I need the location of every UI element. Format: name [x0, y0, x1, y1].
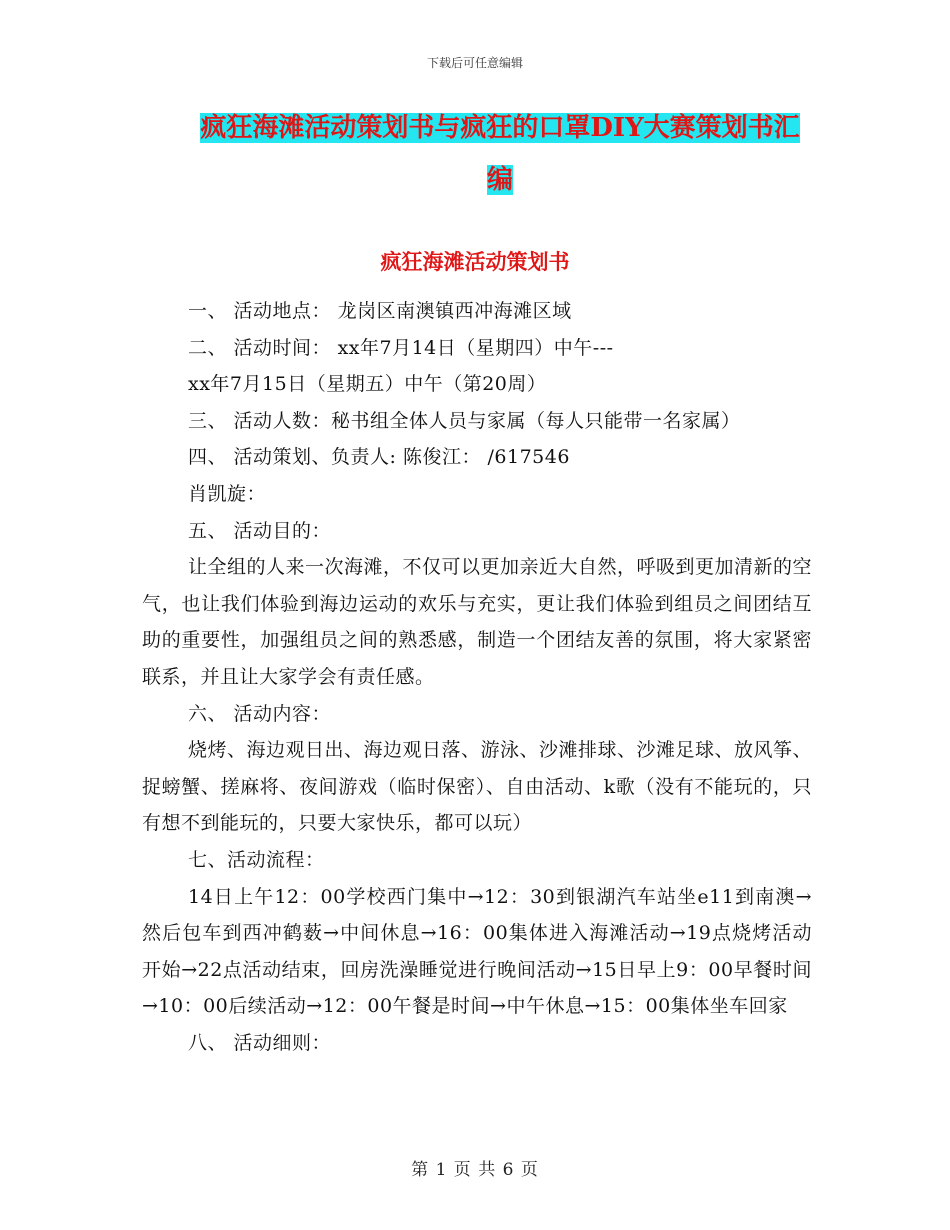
- section-title: 疯狂海滩活动策划书: [380, 249, 570, 274]
- schedule-paragraph: 14日上午12：00学校西门集中→12：30到银湖汽车站坐e11到南澳→然后包车到西冲鹤薮→中间休息→16：00集体进入海滩活动→19点烧烤活动开始→22点活动结束，回房洗澡睡觉进行晚间活动→15日早上9：00早餐时间→10：00后续活动→12：00午餐是时间→中午休息→15：00集体坐车回家: [142, 885, 812, 1018]
- activity-location: 一、 活动地点： 龙岗区南澳镇西冲海滩区域: [188, 300, 572, 322]
- purpose-paragraph: 让全组的人来一次海滩，不仅可以更加亲近大自然，呼吸到更加清新的空气，也让我们体验到海边运动的欢乐与充实，更让我们体验到组员之间团结互助的重要性，加强组员之间的熟悉感，制造一个团结友善的氛围，将大家紧密联系，并且让大家学会有责任感。: [142, 556, 813, 688]
- activity-headcount: 三、 活动人数：秘书组全体人员与家属（每人只能带一名家属）: [188, 409, 741, 432]
- activity-time: 二、 活动时间： xx年7月14日（星期四）中午---: [188, 336, 614, 359]
- document-title-line1: 疯狂海滩活动策划书与疯狂的口罩DIY大赛策划书汇: [200, 113, 800, 143]
- purpose-heading: 五、 活动目的：: [188, 519, 332, 542]
- content-heading: 六、 活动内容：: [188, 702, 332, 725]
- schedule-heading: 七、活动流程：: [188, 848, 325, 871]
- document-body: [142, 293, 812, 1061]
- activity-time-continued: xx年7月15日（星期五）中午（第20周）: [188, 373, 547, 396]
- page-footer: 第 1 页 共 6 页: [411, 1160, 539, 1180]
- content-paragraph: 烧烤、海边观日出、海边观日落、游泳、沙滩排球、沙滩足球、放风筝、捉螃蟹、搓麻将、夜间游戏（临时保密）、自由活动、k歌（没有不能玩的，只有想不到能玩的，只要大家快乐，都可以玩）: [142, 739, 813, 835]
- activity-organizers: 四、 活动策划、负责人: 陈俊江： /617546: [188, 446, 570, 469]
- document-title: [150, 102, 850, 206]
- rules-heading: 八、 活动细则：: [188, 1031, 332, 1054]
- organizer-name: 肖凯旋：: [188, 482, 267, 505]
- document-title-line2: 编: [486, 165, 513, 195]
- header-note: 下载后可任意编辑: [426, 56, 523, 70]
